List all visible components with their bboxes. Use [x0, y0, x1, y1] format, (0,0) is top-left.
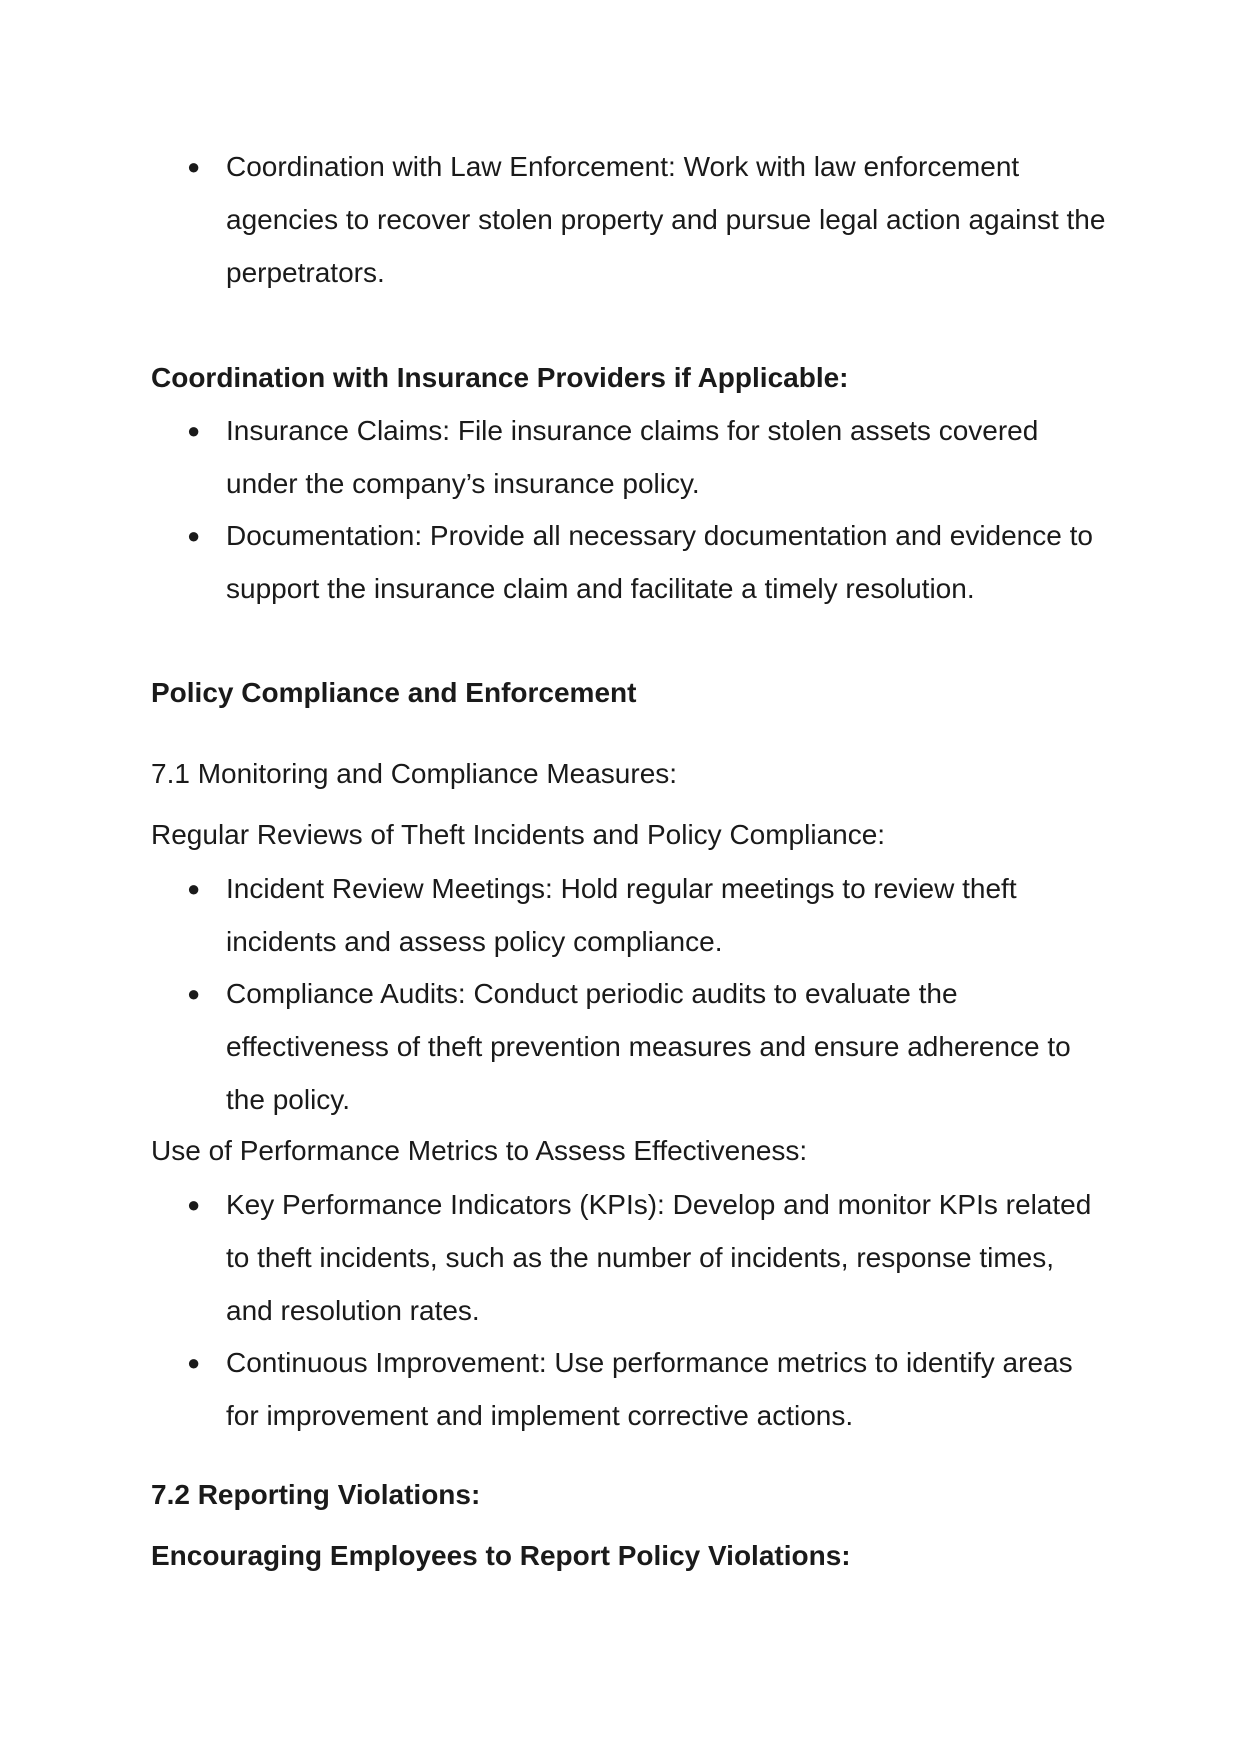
bullet-icon: ● — [187, 418, 201, 443]
bullet-text: Continuous Improvement: Use performance metrics to identify areas for improvement and implement corrective actions. — [226, 1347, 1073, 1431]
section-heading-policy-compliance: Policy Compliance and Enforcement — [151, 677, 637, 708]
subsection-title-7-1: 7.1 Monitoring and Compliance Measures: — [151, 758, 678, 789]
section-heading-encouraging-reports: Encouraging Employees to Report Policy Violations: — [151, 1540, 851, 1571]
bullet-icon: ● — [187, 981, 201, 1006]
bullet-icon: ● — [187, 1192, 201, 1217]
bullet-text: Documentation: Provide all necessary documentation and evidence to support the insurance claim and facilitate a timely resolution. — [226, 520, 1093, 604]
bullet-icon: ● — [187, 154, 201, 179]
bullet-text: Key Performance Indicators (KPIs): Develop and monitor KPIs related to theft incidents, such as the number of incidents, response times, and resolution rates. — [226, 1189, 1092, 1326]
paragraph-regular-reviews: Regular Reviews of Theft Incidents and Policy Compliance: — [151, 819, 886, 850]
bullet-text: Coordination with Law Enforcement: Work with law enforcement agencies to recover stolen property and pursue legal action against the perpetrators. — [226, 151, 1106, 288]
bullet-icon: ● — [187, 523, 201, 548]
bullet-text: Compliance Audits: Conduct periodic audits to evaluate the effectiveness of theft prevention measures and ensure adherence to the policy. — [226, 978, 1071, 1115]
section-heading-insurance: Coordination with Insurance Providers if Applicable: — [151, 362, 849, 393]
bullet-text: Insurance Claims: File insurance claims for stolen assets covered under the company’s insurance policy. — [226, 415, 1039, 499]
bullet-icon: ● — [187, 876, 201, 901]
paragraph-performance-metrics: Use of Performance Metrics to Assess Effectiveness: — [151, 1135, 808, 1166]
bullet-text: Incident Review Meetings: Hold regular meetings to review theft incidents and assess policy compliance. — [226, 873, 1017, 957]
subsection-title-7-2: 7.2 Reporting Violations: — [151, 1479, 481, 1510]
bullet-icon: ● — [187, 1350, 201, 1375]
